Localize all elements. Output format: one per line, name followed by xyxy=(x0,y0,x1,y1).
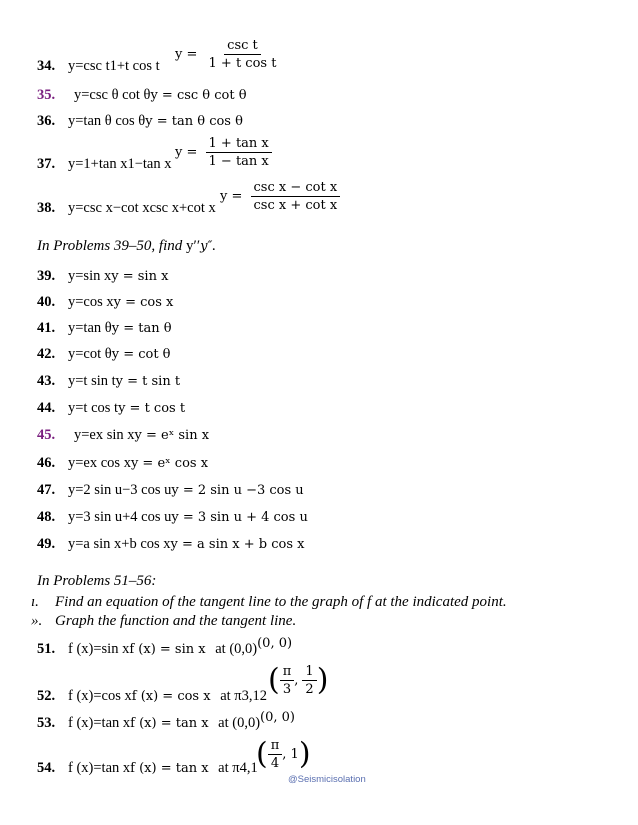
equation: y = $\frac{\text{1 + tan x}}{\text{1 − tan x}}$ xyxy=(175,136,272,169)
problem-text: y=cos xy = cos x xyxy=(68,294,174,310)
problem-text: y=t sin ty = t sin t xyxy=(68,373,181,389)
problem-text: y=cot θy = cot θ xyxy=(68,346,171,362)
problem-text: y=2 sin u−3 cos uy = 2 sin u −3 cos u xyxy=(68,482,304,498)
section-heading-2: In Problems 51–56: xyxy=(37,573,157,589)
instruction-a: ı. Find an equation of the tangent line to the graph of f at the indicated point. xyxy=(31,594,507,610)
problem-number: 46. xyxy=(37,455,56,471)
equation: y = csc x − cot x csc x + cot x xyxy=(220,180,340,213)
section-heading: In Problems 39–50, find y′′y″. xyxy=(37,238,217,254)
problem-number: 34. xyxy=(37,58,56,74)
problem-number: 35. xyxy=(37,87,56,103)
problem-text: f (x)=cos xf (x) = cos x at π3,12 xyxy=(68,688,267,704)
problem-number: 52. xyxy=(37,688,56,704)
problem-text: y=sin xy = sin x xyxy=(68,268,169,284)
problem-text: f (x)=tan xf (x) = tan x at (0,0)(0, 0) xyxy=(68,710,295,731)
problem-number: 53. xyxy=(37,715,56,731)
problem-text: y=tan θy = tan θ xyxy=(68,320,172,336)
problem-text: y=tan θ cos θy = tan θ cos θ xyxy=(68,113,243,129)
equation: y = csc t 1 + t cos t xyxy=(175,38,277,71)
problem-text: y=csc t1+t cos t xyxy=(68,58,160,74)
problem-text: f (x)=sin xf (x) = sin x at (0,0)(0, 0) xyxy=(68,636,293,657)
problem-text: f (x)=tan xf (x) = tan x at π4,1 xyxy=(68,760,258,776)
watermark: @Seismicisolation xyxy=(288,774,366,785)
problem-number: 38. xyxy=(37,200,56,216)
problem-text: y=ex cos xy = eˣ cos x xyxy=(68,455,209,471)
problem-number: 36. xyxy=(37,113,56,129)
problem-number: 49. xyxy=(37,536,56,552)
problem-text: y=1+tan x1−tan x xyxy=(68,156,172,172)
problem-text: y=csc x−cot xcsc x+cot x xyxy=(68,200,216,216)
problem-number: 37. xyxy=(37,156,56,172)
point-fraction: ( $\frac{\pi}{3}$ , $\frac{1}{2}$ ) xyxy=(268,662,329,698)
problem-number: 47. xyxy=(37,482,56,498)
problem-number: 48. xyxy=(37,509,56,525)
problem-number: 54. xyxy=(37,760,56,776)
problem-number: 43. xyxy=(37,373,56,389)
instruction-b: ». Graph the function and the tangent line. xyxy=(31,613,297,629)
problem-number: 44. xyxy=(37,400,56,416)
problem-number: 45. xyxy=(37,427,56,443)
problem-number: 51. xyxy=(37,641,56,657)
point-fraction: ( $\frac{\pi}{4}$ , 1) xyxy=(256,736,311,772)
problem-number: 40. xyxy=(37,294,56,310)
problem-text: y=t cos ty = t cos t xyxy=(68,400,186,416)
problem-number: 42. xyxy=(37,346,56,362)
problem-text: y=ex sin xy = eˣ sin x xyxy=(74,427,210,443)
problem-text: y=a sin x+b cos xy = a sin x + b cos x xyxy=(68,536,305,552)
problem-number: 41. xyxy=(37,320,56,336)
problem-number: 39. xyxy=(37,268,56,284)
problem-text: y=csc θ cot θy = csc θ cot θ xyxy=(74,87,247,103)
problem-text: y=3 sin u+4 cos uy = 3 sin u + 4 cos u xyxy=(68,509,308,525)
